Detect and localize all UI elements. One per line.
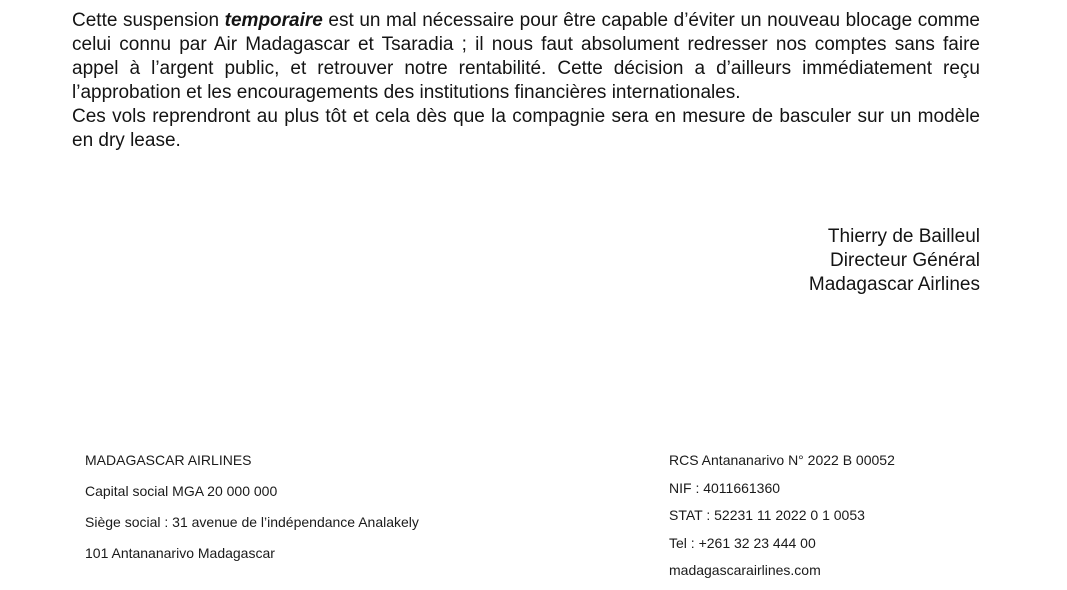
- letter-body: [72, 9, 980, 153]
- footer-city: 101 Antananarivo Madagascar: [85, 545, 275, 561]
- paragraph-1-rest: est un mal nécessaire pour être capable d’éviter un nouveau blocage comme celui connu par Air Madagascar et Tsaradia ; il nous faut absolument redresser nos comptes sans faire appel à l’argent public, et retrouver notre rentabilité. Cette décision a d’ailleurs immédiatement reçu l’approbation et les encouragements des institutions financières internationales.: [72, 10, 980, 103]
- signatory-title: Directeur Général: [830, 250, 980, 271]
- letter-paragraph-1: [72, 9, 980, 105]
- footer-headquarters: Siège social : 31 avenue de l’indépendance Analakely: [85, 514, 419, 530]
- letter-paragraph-2: Ces vols reprendront au plus tôt et cela dès que la compagnie sera en mesure de basculer sur un modèle en dry lease.: [72, 106, 980, 151]
- footer-capital: Capital social MGA 20 000 000: [85, 483, 278, 499]
- emphasized-word: temporaire: [224, 10, 323, 31]
- footer-phone: Tel : +261 32 23 444 00: [669, 534, 816, 551]
- signatory-company: Madagascar Airlines: [808, 274, 980, 295]
- footer-registration-info: [669, 450, 895, 588]
- footer-nif: NIF : 4011661360: [669, 479, 781, 496]
- footer-company-info: [85, 450, 419, 574]
- footer-stat: STAT : 52231 11 2022 0 1 0053: [669, 507, 865, 523]
- signatory-name: Thierry de Bailleul: [827, 226, 980, 247]
- footer-company-name: MADAGASCAR AIRLINES: [85, 452, 252, 468]
- footer-website: madagascarairlines.com: [669, 562, 821, 578]
- footer-rcs: RCS Antananarivo N° 2022 B 00052: [669, 452, 895, 468]
- paragraph-1-start: Cette suspension: [72, 10, 225, 31]
- signature-block: [809, 225, 980, 297]
